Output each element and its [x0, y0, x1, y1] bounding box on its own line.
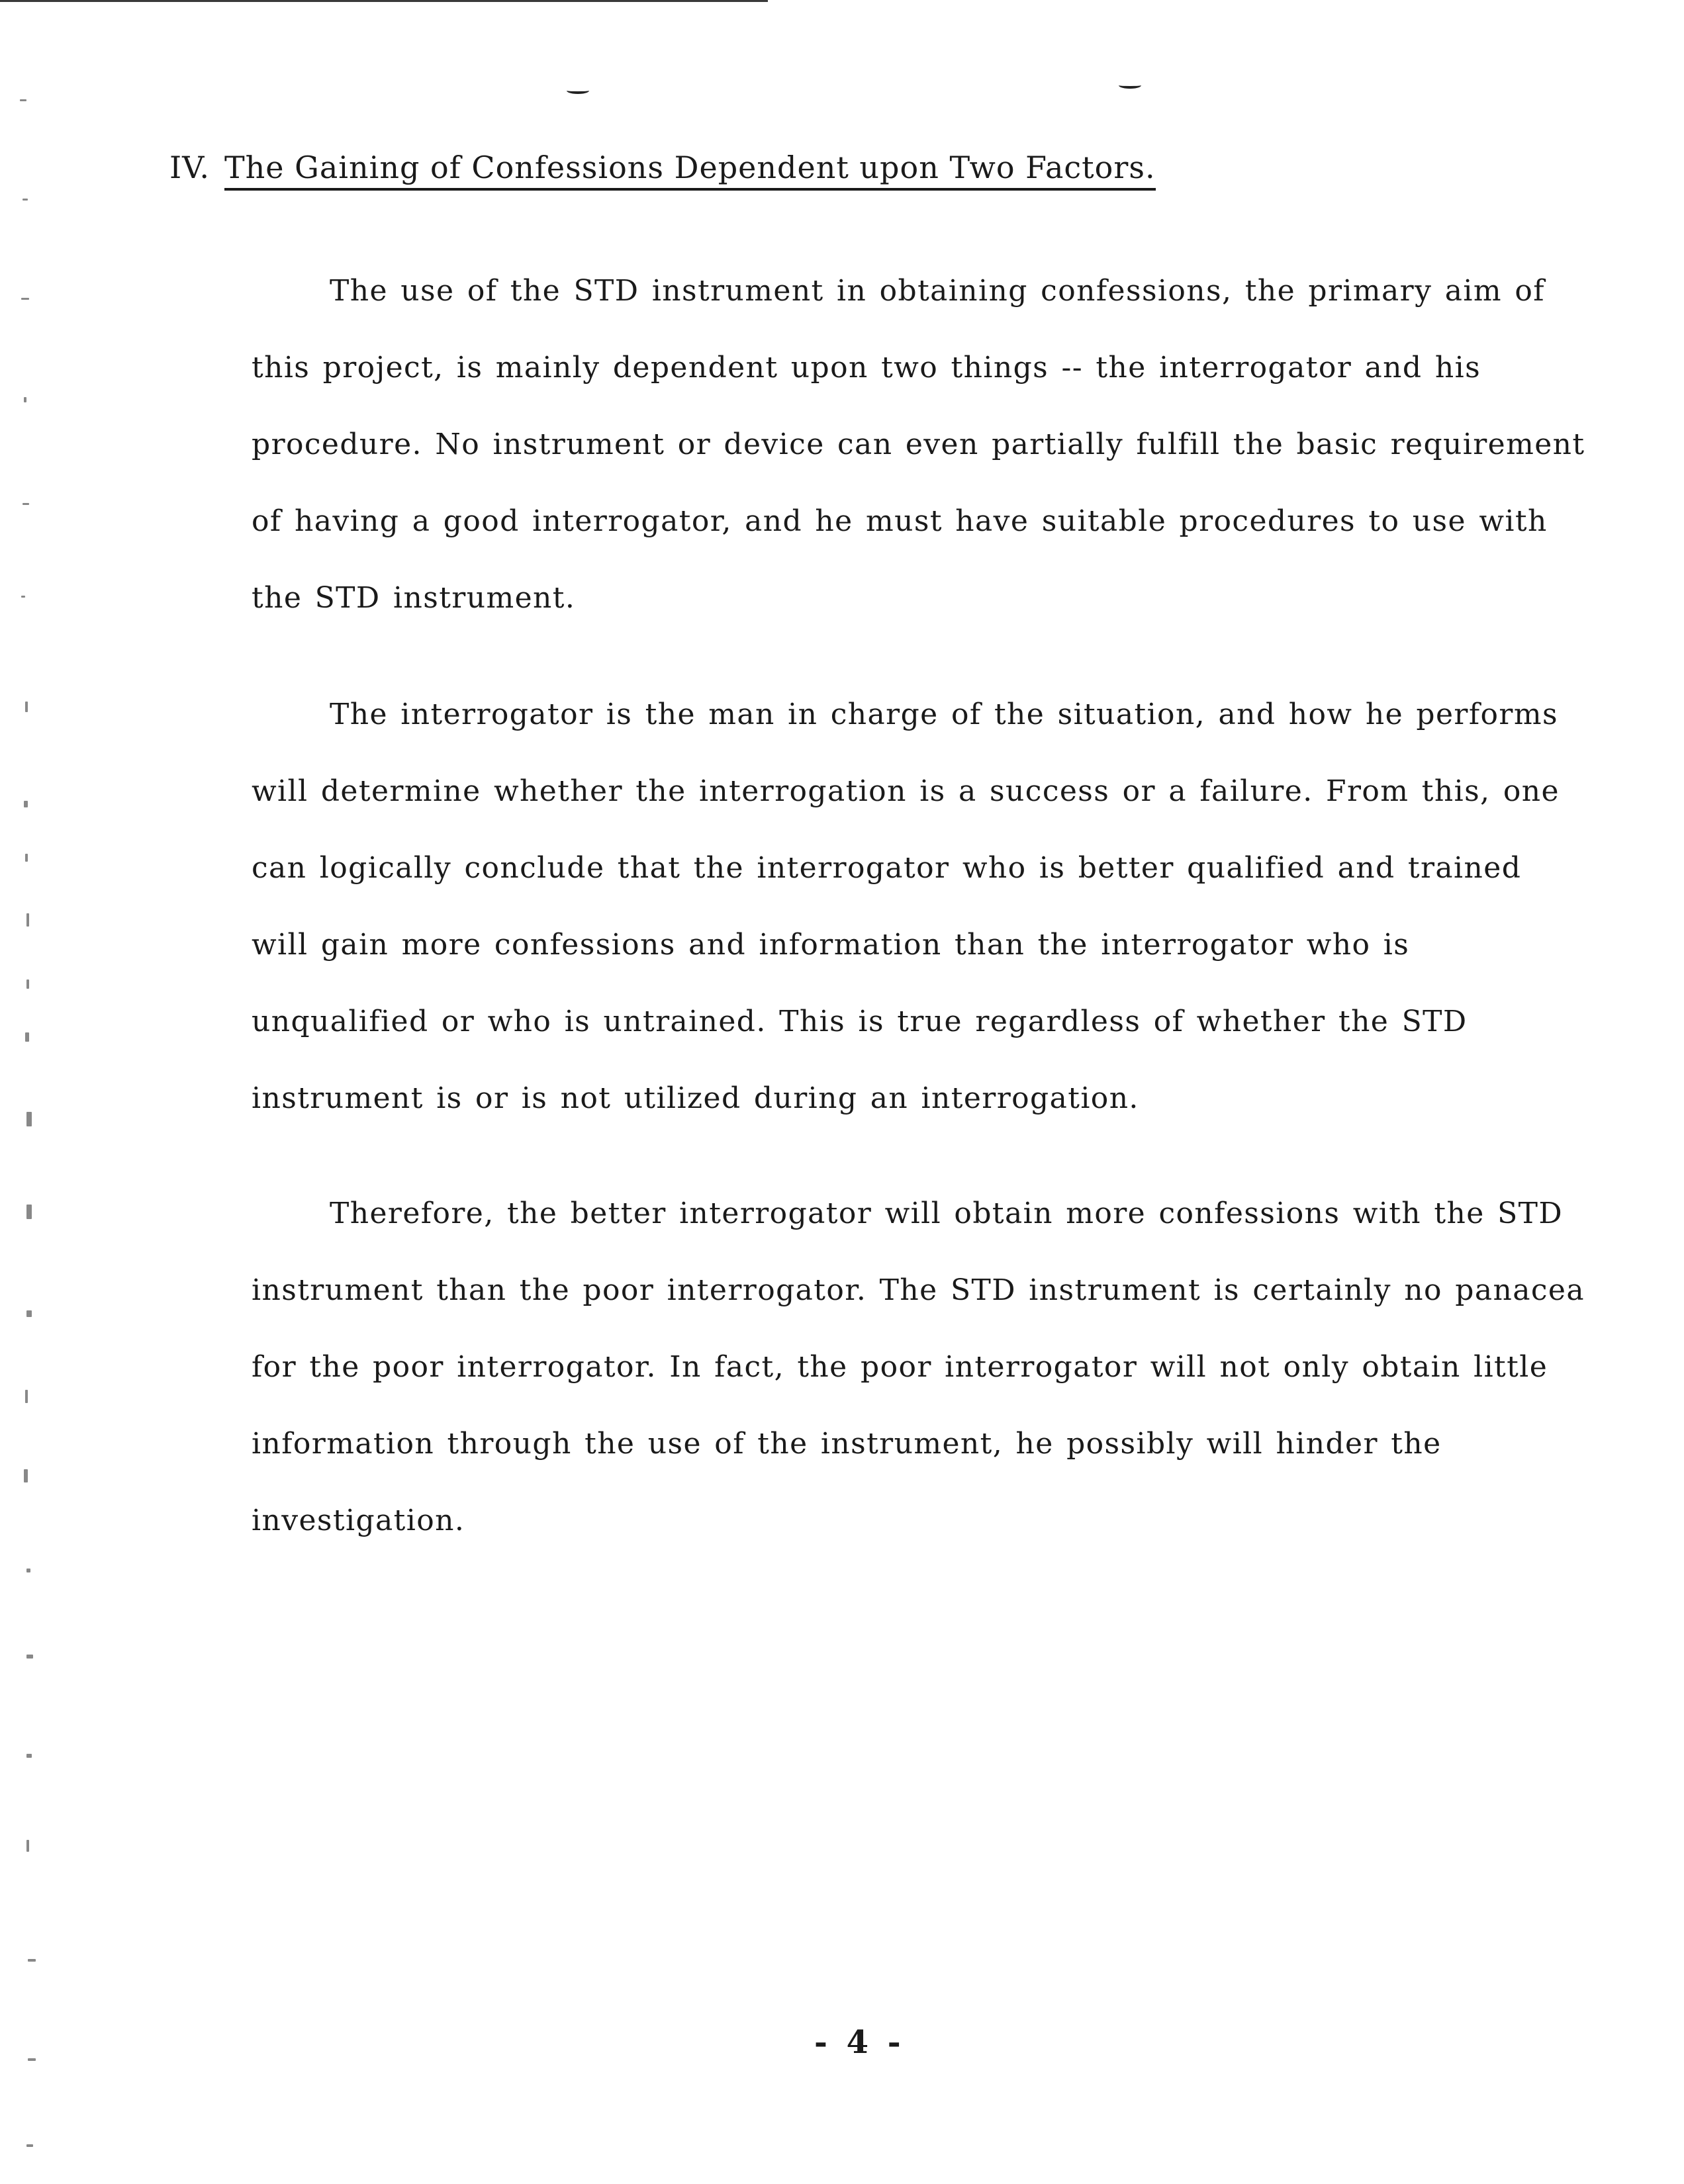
section-number: IV. [169, 150, 210, 185]
section-heading [169, 150, 1156, 185]
section-title: The Gaining of Confessions Dependent upon Two Factors. [224, 150, 1156, 191]
margin-specks [13, 79, 53, 2158]
page-number: - 4 - [814, 2024, 905, 2061]
punch-mark-left [567, 87, 589, 94]
paragraph-1: The use of the STD instrument in obtaining confessions, the primary aim of this project, is mainly dependent upon two things -- the interrogator and his procedure. No instrument or device can even partially fulfill the basic requirement of having a good interrogator, and he must have suitable procedures to use with the STD instrument. [252, 274, 1585, 615]
punch-mark-right [1119, 82, 1141, 89]
paragraph-3: Therefore, the better interrogator will obtain more confessions with the STD instrument than the poor interrogator. The STD instrument is certainly no panacea for the poor interrogator. In fact, the poor interrogator will not only obtain little information through the use of the instrument, he possibly will hinder the investigation. [252, 1197, 1585, 1537]
paragraph-2: The interrogator is the man in charge of the situation, and how he performs will determine whether the interrogation is a success or a failure. From this, one can logically conclude that the interrogator who is better qualified and trained will gain more confessions and information than the interrogator who is unqualified or who is untrained. This is true regardless of whether the STD instrument is or is not utilized during an interrogation. [252, 698, 1560, 1115]
top-rule [0, 0, 768, 2]
